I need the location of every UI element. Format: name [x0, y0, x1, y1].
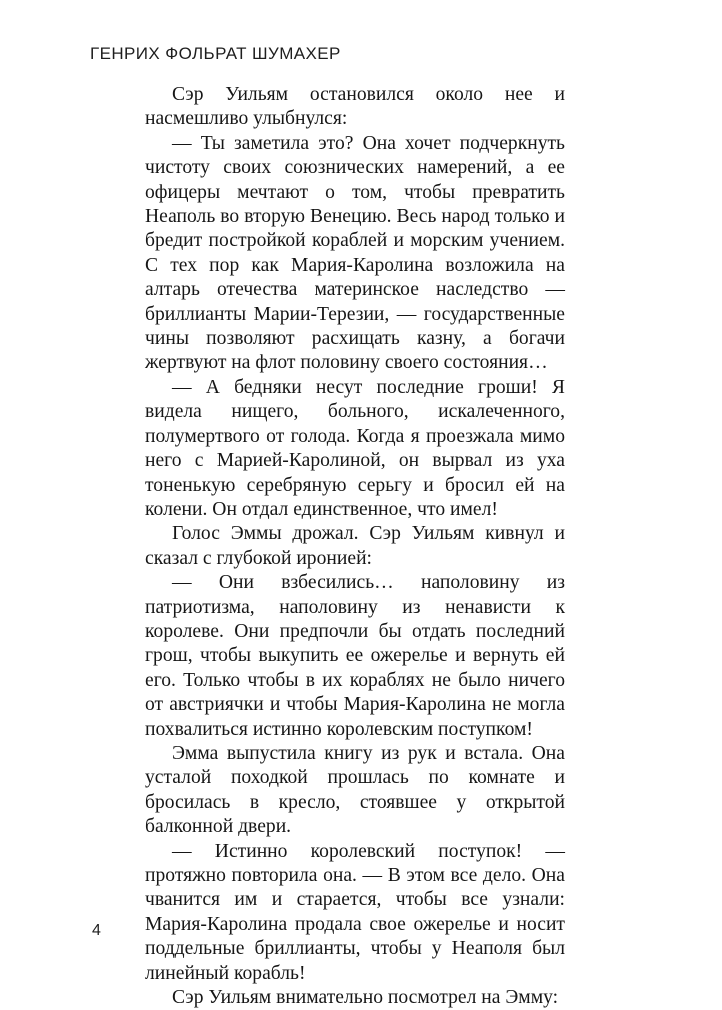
paragraph: Эмма выпустила книгу из рук и встала. Она усталой походкой прошлась по комнате и бросилась в кресло, стоявшее у открытой балконной двери.	[145, 742, 565, 838]
paragraph: — А бедняки несут последние гроши! Я видела нищего, больного, искалеченного, полумертвого от голода. Когда я проезжала мимо него с Марией-Каролиной, он вырвал из уха тоненькую серебряную серьгу и бросил ей на колени. Он отдал единственное, что имел!	[145, 376, 565, 520]
paragraph: — Истинно королевский поступок! — протяжно повторила она. — В этом все дело. Она чванится им и старается, чтобы все узнали: Мария-Каролина продала свое ожерелье и носит поддельные бриллианты, чтобы у Неаполя был линейный корабль!	[145, 840, 565, 984]
page-number: 4	[92, 922, 101, 939]
paragraph: Голос Эммы дрожал. Сэр Уильям кивнул и сказал с глубокой иронией:	[145, 523, 565, 569]
paragraph: — Ты заметила это? Она хочет подчеркнуть чистоту своих союзнических намерений, а ее офицеры мечтают о том, чтобы превратить Неаполь во вторую Венецию. Весь народ только и бредит постройкой кораблей и морским учением. С тех пор как Мария-Каролина возложила на алтарь отечества материнское наследство — бриллианты Марии-Терезии, — государственные чины позволяют расхищать казну, а богачи жертвуют на флот половину своего состояния…	[145, 132, 565, 374]
running-head: ГЕНРИХ ФОЛЬРАТ ШУМАХЕР	[90, 44, 341, 63]
body-text	[145, 83, 565, 1010]
paragraph: Сэр Уильям внимательно посмотрел на Эмму:	[172, 987, 559, 1009]
paragraph: — Они взбесились… наполовину из патриотизма, наполовину из ненависти к королеве. Они предпочли бы отдать последний грош, чтобы выкупить ее ожерелье и вернуть ей его. Только чтобы в их кораблях не было ничего от австриячки и чтобы Мария-Каролина не могла похвалиться истинно королевским поступком!	[145, 572, 565, 740]
paragraph: Сэр Уильям остановился около нее и насмешливо улыбнулся:	[145, 84, 565, 130]
